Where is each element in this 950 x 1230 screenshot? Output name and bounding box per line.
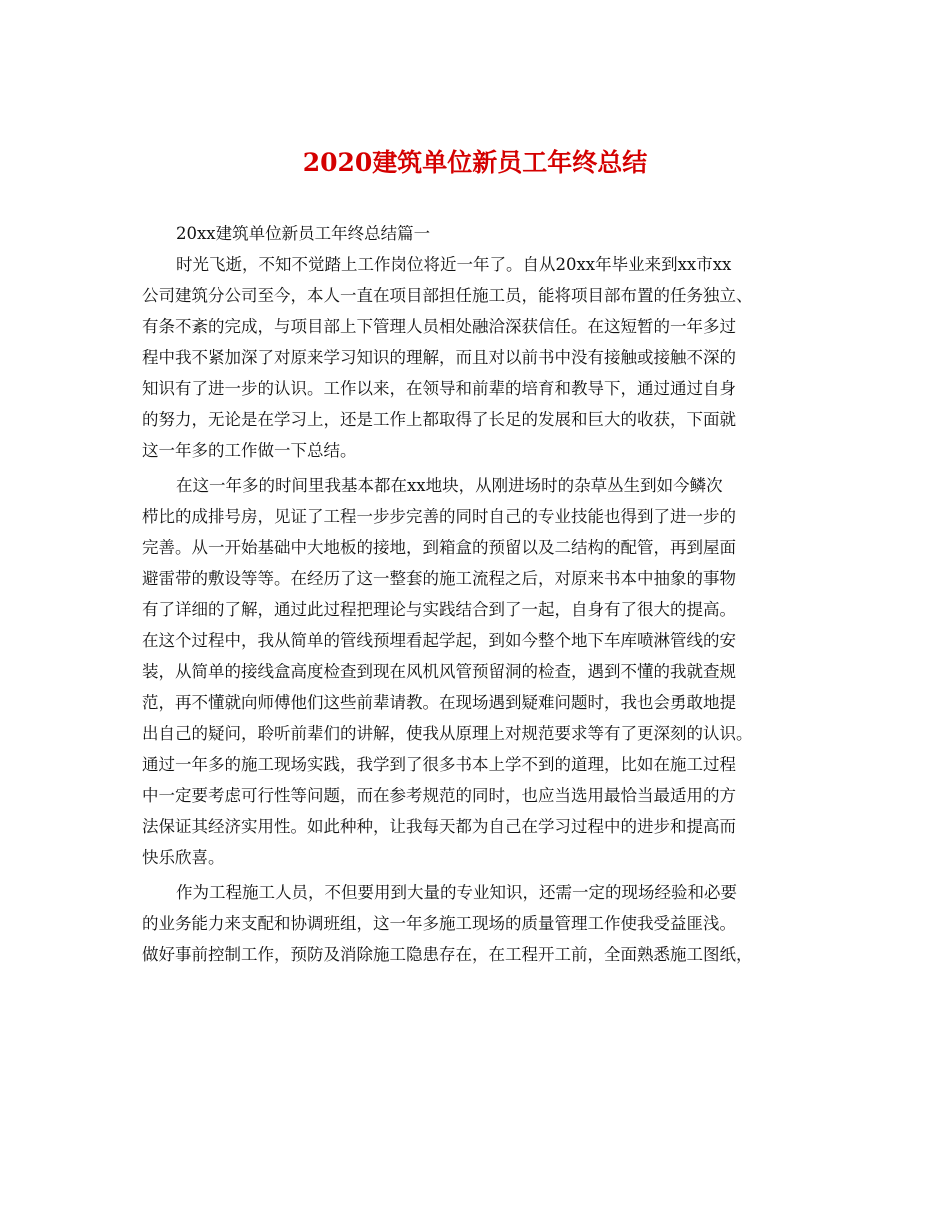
paragraph-line: 知识有了进一步的认识。工作以来，在领导和前辈的培育和教导下，通过通过自身 (142, 379, 736, 398)
paragraph-line: 在这一年多的时间里我基本都在xx地块，从刚进场时的杂草丛生到如今鳞次 (176, 476, 723, 495)
paragraph-line: 范，再不懂就向师傅他们这些前辈请教。在现场遇到疑难问题时，我也会勇敢地提 (142, 693, 736, 712)
paragraph-line: 的努力，无论是在学习上，还是工作上都取得了长足的发展和巨大的收获，下面就 (142, 410, 736, 429)
paragraph-line: 出自己的疑问，聆听前辈们的讲解，使我从原理上对规范要求等有了更深刻的认识。 (142, 724, 753, 743)
paragraph-line: 程中我不紧加深了对原来学习知识的理解，而且对以前书中没有接触或接触不深的 (142, 348, 736, 367)
paragraph-line: 中一定要考虑可行性等问题，而在参考规范的同时，也应当选用最恰当最适用的方 (142, 786, 736, 805)
paragraph-line: 在这个过程中，我从简单的管线预埋看起学起，到如今整个地下车库喷淋管线的安 (142, 631, 736, 650)
paragraph-line: 法保证其经济实用性。如此种种，让我每天都为自己在学习过程中的进步和提高而 (142, 817, 736, 836)
paragraph-line: 装，从简单的接线盒高度检查到现在风机风管预留洞的检查，遇到不懂的我就查规 (142, 662, 736, 681)
paragraph-line: 作为工程施工人员，不但要用到大量的专业知识，还需一定的现场经验和必要 (176, 883, 737, 902)
paragraph-line: 做好事前控制工作，预防及消除施工隐患存在，在工程开工前，全面熟悉施工图纸， (142, 945, 753, 964)
document-body (142, 218, 822, 970)
paragraph-line: 有了详细的了解，通过此过程把理论与实践结合到了一起，自身有了很大的提高。 (142, 600, 736, 619)
paragraph-line: 栉比的成排号房，见证了工程一步步完善的同时自己的专业技能也得到了进一步的 (142, 507, 736, 526)
document-title: 2020建筑单位新员工年终总结 (302, 148, 648, 177)
section-heading: 20xx建筑单位新员工年终总结篇一 (176, 224, 431, 243)
paragraph-line: 通过一年多的施工现场实践，我学到了很多书本上学不到的道理，比如在施工过程 (142, 755, 736, 774)
paragraph-line: 快乐欣喜。 (142, 848, 225, 867)
paragraph-line: 这一年多的工作做一下总结。 (142, 441, 357, 460)
paragraph-line: 完善。从一开始基础中大地板的接地，到箱盒的预留以及二结构的配管，再到屋面 (142, 538, 736, 557)
paragraph-line: 有条不紊的完成，与项目部上下管理人员相处融洽深获信任。在这短暂的一年多过 (142, 317, 736, 336)
paragraph-line: 时光飞逝，不知不觉踏上工作岗位将近一年了。自从20xx年毕业来到xx市xx (176, 255, 732, 274)
paragraph-line: 的业务能力来支配和协调班组，这一年多施工现场的质量管理工作使我受益匪浅。 (142, 914, 736, 933)
paragraph-line: 公司建筑分公司至今，本人一直在项目部担任施工员，能将项目部布置的任务独立、 (142, 286, 753, 305)
paragraph-line: 避雷带的敷设等等。在经历了这一整套的施工流程之后，对原来书本中抽象的事物 (142, 569, 736, 588)
